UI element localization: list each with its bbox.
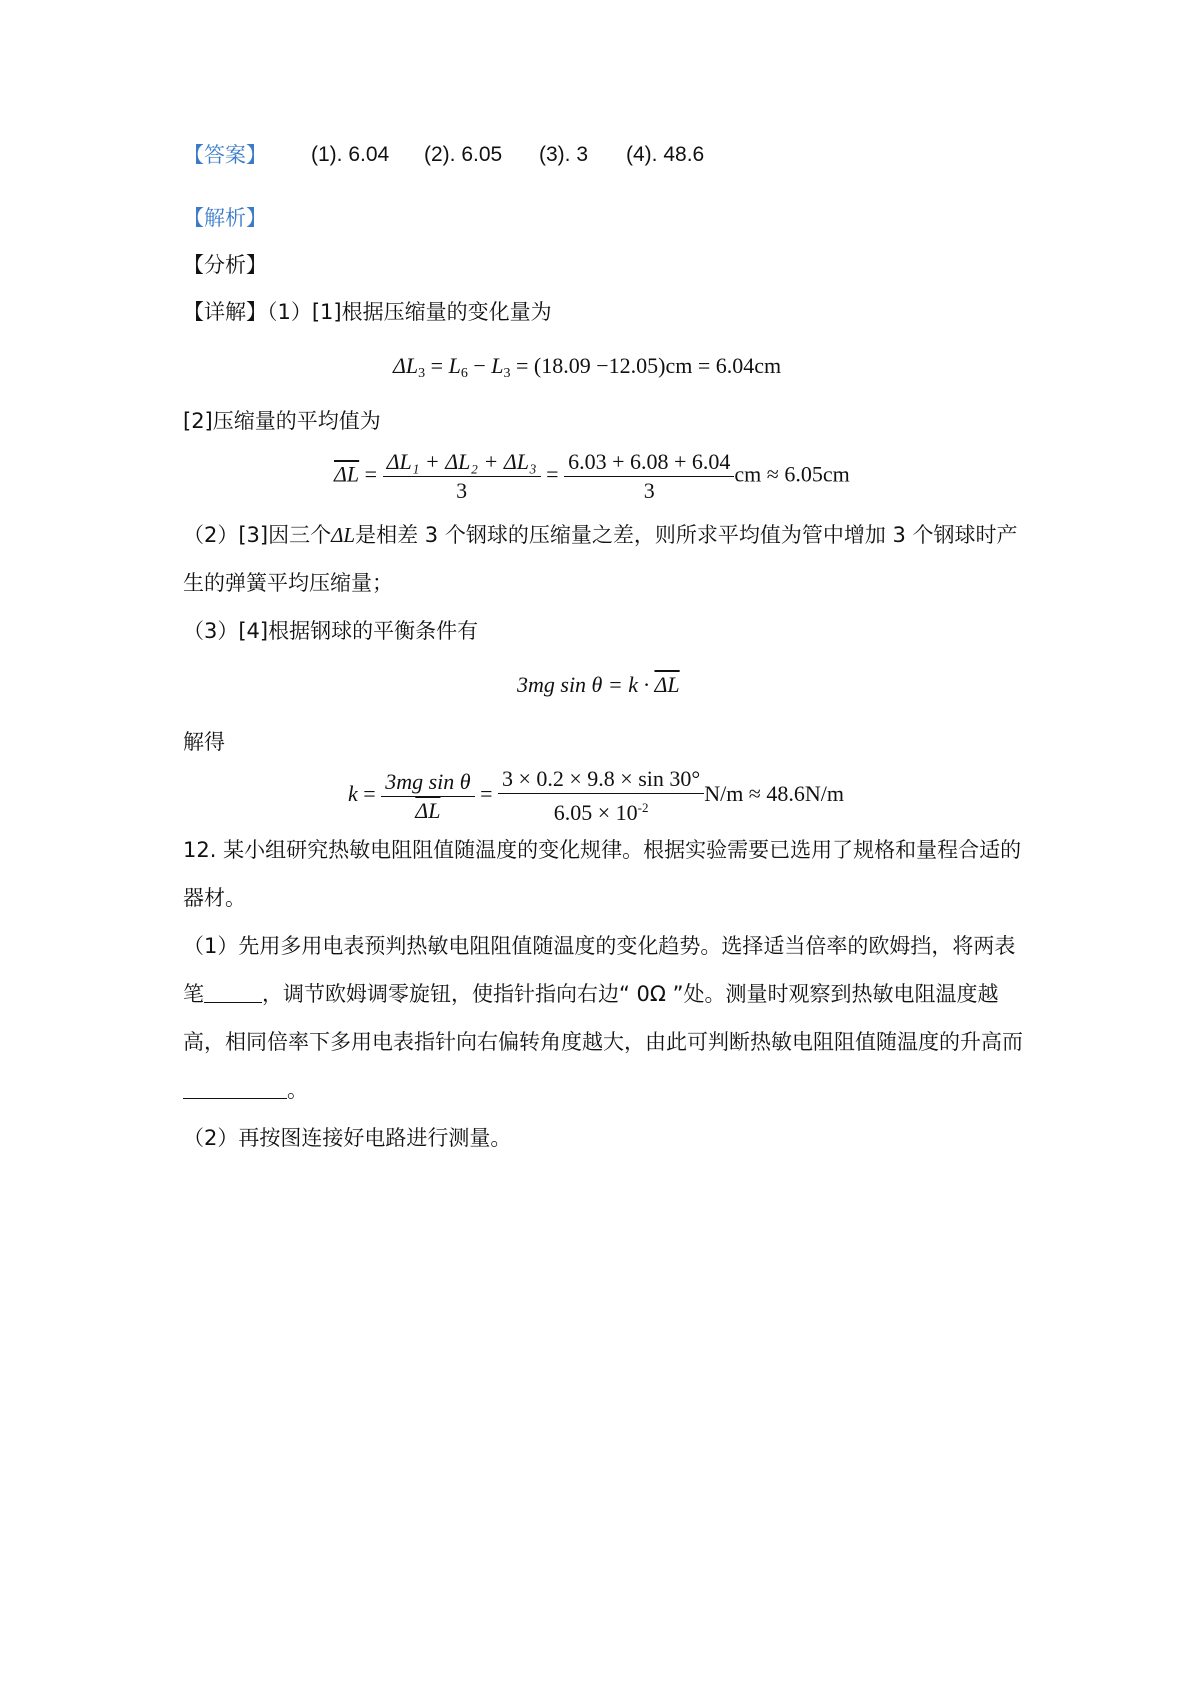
q12-line-1: 12. 某小组研究热敏电阻阻值随温度的变化规律。根据实验需要已选用了规格和量程合适的 — [183, 838, 1022, 862]
detail-text-1: （1）[1]根据压缩量的变化量为 — [267, 300, 552, 324]
detail-tag: 【详解】 — [183, 300, 267, 324]
f2-frac-2 — [564, 448, 734, 505]
q12-line-4a: 笔 — [183, 982, 204, 1006]
answer-blank-2[interactable] — [183, 1078, 287, 1099]
f1-dl: ΔL — [393, 353, 419, 378]
f1-l6: L — [448, 353, 461, 378]
q12-line-3: （1）先用多用电表预判热敏电阻阻值随温度的变化趋势。选择适当倍率的欧姆挡，将两表 — [183, 934, 1016, 958]
f2-tail: cm ≈ 6.05cm — [734, 461, 850, 487]
f1-l3: L — [491, 353, 504, 378]
analysis-tag: 【解析】 — [183, 206, 267, 230]
f2-eq2: = — [540, 461, 565, 487]
f2-frac-1 — [383, 448, 541, 505]
formula-k — [348, 765, 844, 827]
answer-item-3: (3). 3 — [539, 143, 589, 166]
detail-line-3-dl: ΔL — [331, 523, 356, 547]
answer-item-1: (1). 6.04 — [311, 143, 390, 166]
answer-item-2: (2). 6.05 — [424, 143, 503, 166]
answer-item-4: (4). 48.6 — [626, 143, 705, 166]
q12-line-6 — [183, 1075, 308, 1105]
f1-eq: = — [425, 353, 449, 378]
q12-line-4 — [183, 979, 999, 1009]
f4-den-1: ΔL — [415, 797, 441, 823]
q12-line-7: （2）再按图连接好电路进行测量。 — [183, 1126, 512, 1150]
formula-average — [334, 448, 850, 505]
fenxi-tag: 【分析】 — [183, 253, 267, 277]
f2-num-1: ΔL₁ + ΔL₂ + ΔL₃ — [383, 448, 541, 477]
f3-left: 3mg sin θ = k · — [517, 672, 655, 697]
q12-line-5: 高，相同倍率下多用电表指针向右偏转角度越大，由此可判断热敏电阻阻值随温度的升高而 — [183, 1030, 1023, 1054]
f4-num-2: 3 × 0.2 × 9.8 × sin 30° — [498, 765, 704, 794]
detail-line-3a: （2）[3]因三个 — [183, 523, 332, 547]
detail-line-3 — [183, 520, 1018, 550]
q12-line-6b: 。 — [287, 1078, 308, 1102]
f2-num-2: 6.03 + 6.08 + 6.04 — [564, 448, 734, 477]
detail-line-2: [2]压缩量的平均值为 — [183, 409, 381, 433]
f3-dl: $\overline{\Delta L}$ — [654, 672, 680, 697]
f2-den-1: 3 — [456, 478, 468, 503]
answer-blank-1[interactable] — [204, 982, 262, 1003]
f4-eq: = — [357, 781, 382, 807]
detail-line-3b: 是相差 3 个钢球的压缩量之差，则所求平均值为管中增加 3 个钢球时产 — [355, 523, 1018, 547]
f1-minus: − — [467, 353, 492, 378]
f4-exp: -2 — [637, 800, 649, 815]
f1-rhs: (18.09 −12.05)cm = 6.04cm — [533, 353, 782, 378]
f4-tail: N/m ≈ 48.6N/m — [704, 781, 844, 807]
f1-sub3: 3 — [418, 366, 426, 381]
f2-lhs: $\overline{\Delta L}$ — [334, 461, 360, 487]
f4-eq2: = — [474, 781, 498, 807]
f1-sub3b: 3 — [503, 366, 511, 381]
detail-line-6: 解得 — [183, 730, 225, 754]
formula-delta-l3 — [393, 351, 781, 389]
detail-line-4: 生的弹簧平均压缩量； — [183, 571, 393, 595]
q12-line-2: 器材。 — [183, 886, 246, 910]
detail-line-5: （3）[4]根据钢球的平衡条件有 — [183, 619, 479, 643]
f4-num-1: 3mg sin θ — [381, 768, 474, 797]
f4-den-2-wrap — [498, 794, 704, 827]
f4-k: k — [348, 781, 358, 807]
q12-line-4b: ，调节欧姆调零旋钮，使指针指向右边“ 0Ω ”处。测量时观察到热敏电阻温度越 — [262, 982, 999, 1006]
f1-eq2: = — [510, 353, 534, 378]
f2-den-2: 3 — [643, 478, 655, 503]
f2-eq: = — [359, 461, 383, 487]
f1-sub6: 6 — [460, 366, 468, 381]
f4-den-1-wrap — [381, 797, 474, 825]
f4-frac-2 — [498, 765, 704, 827]
formula-equilibrium — [517, 670, 680, 700]
detail-line-1 — [183, 297, 552, 327]
f4-frac-1 — [381, 768, 474, 825]
f4-den-2: 6.05 × 10 — [553, 800, 638, 825]
answer-tag: 【答案】 — [183, 143, 267, 167]
